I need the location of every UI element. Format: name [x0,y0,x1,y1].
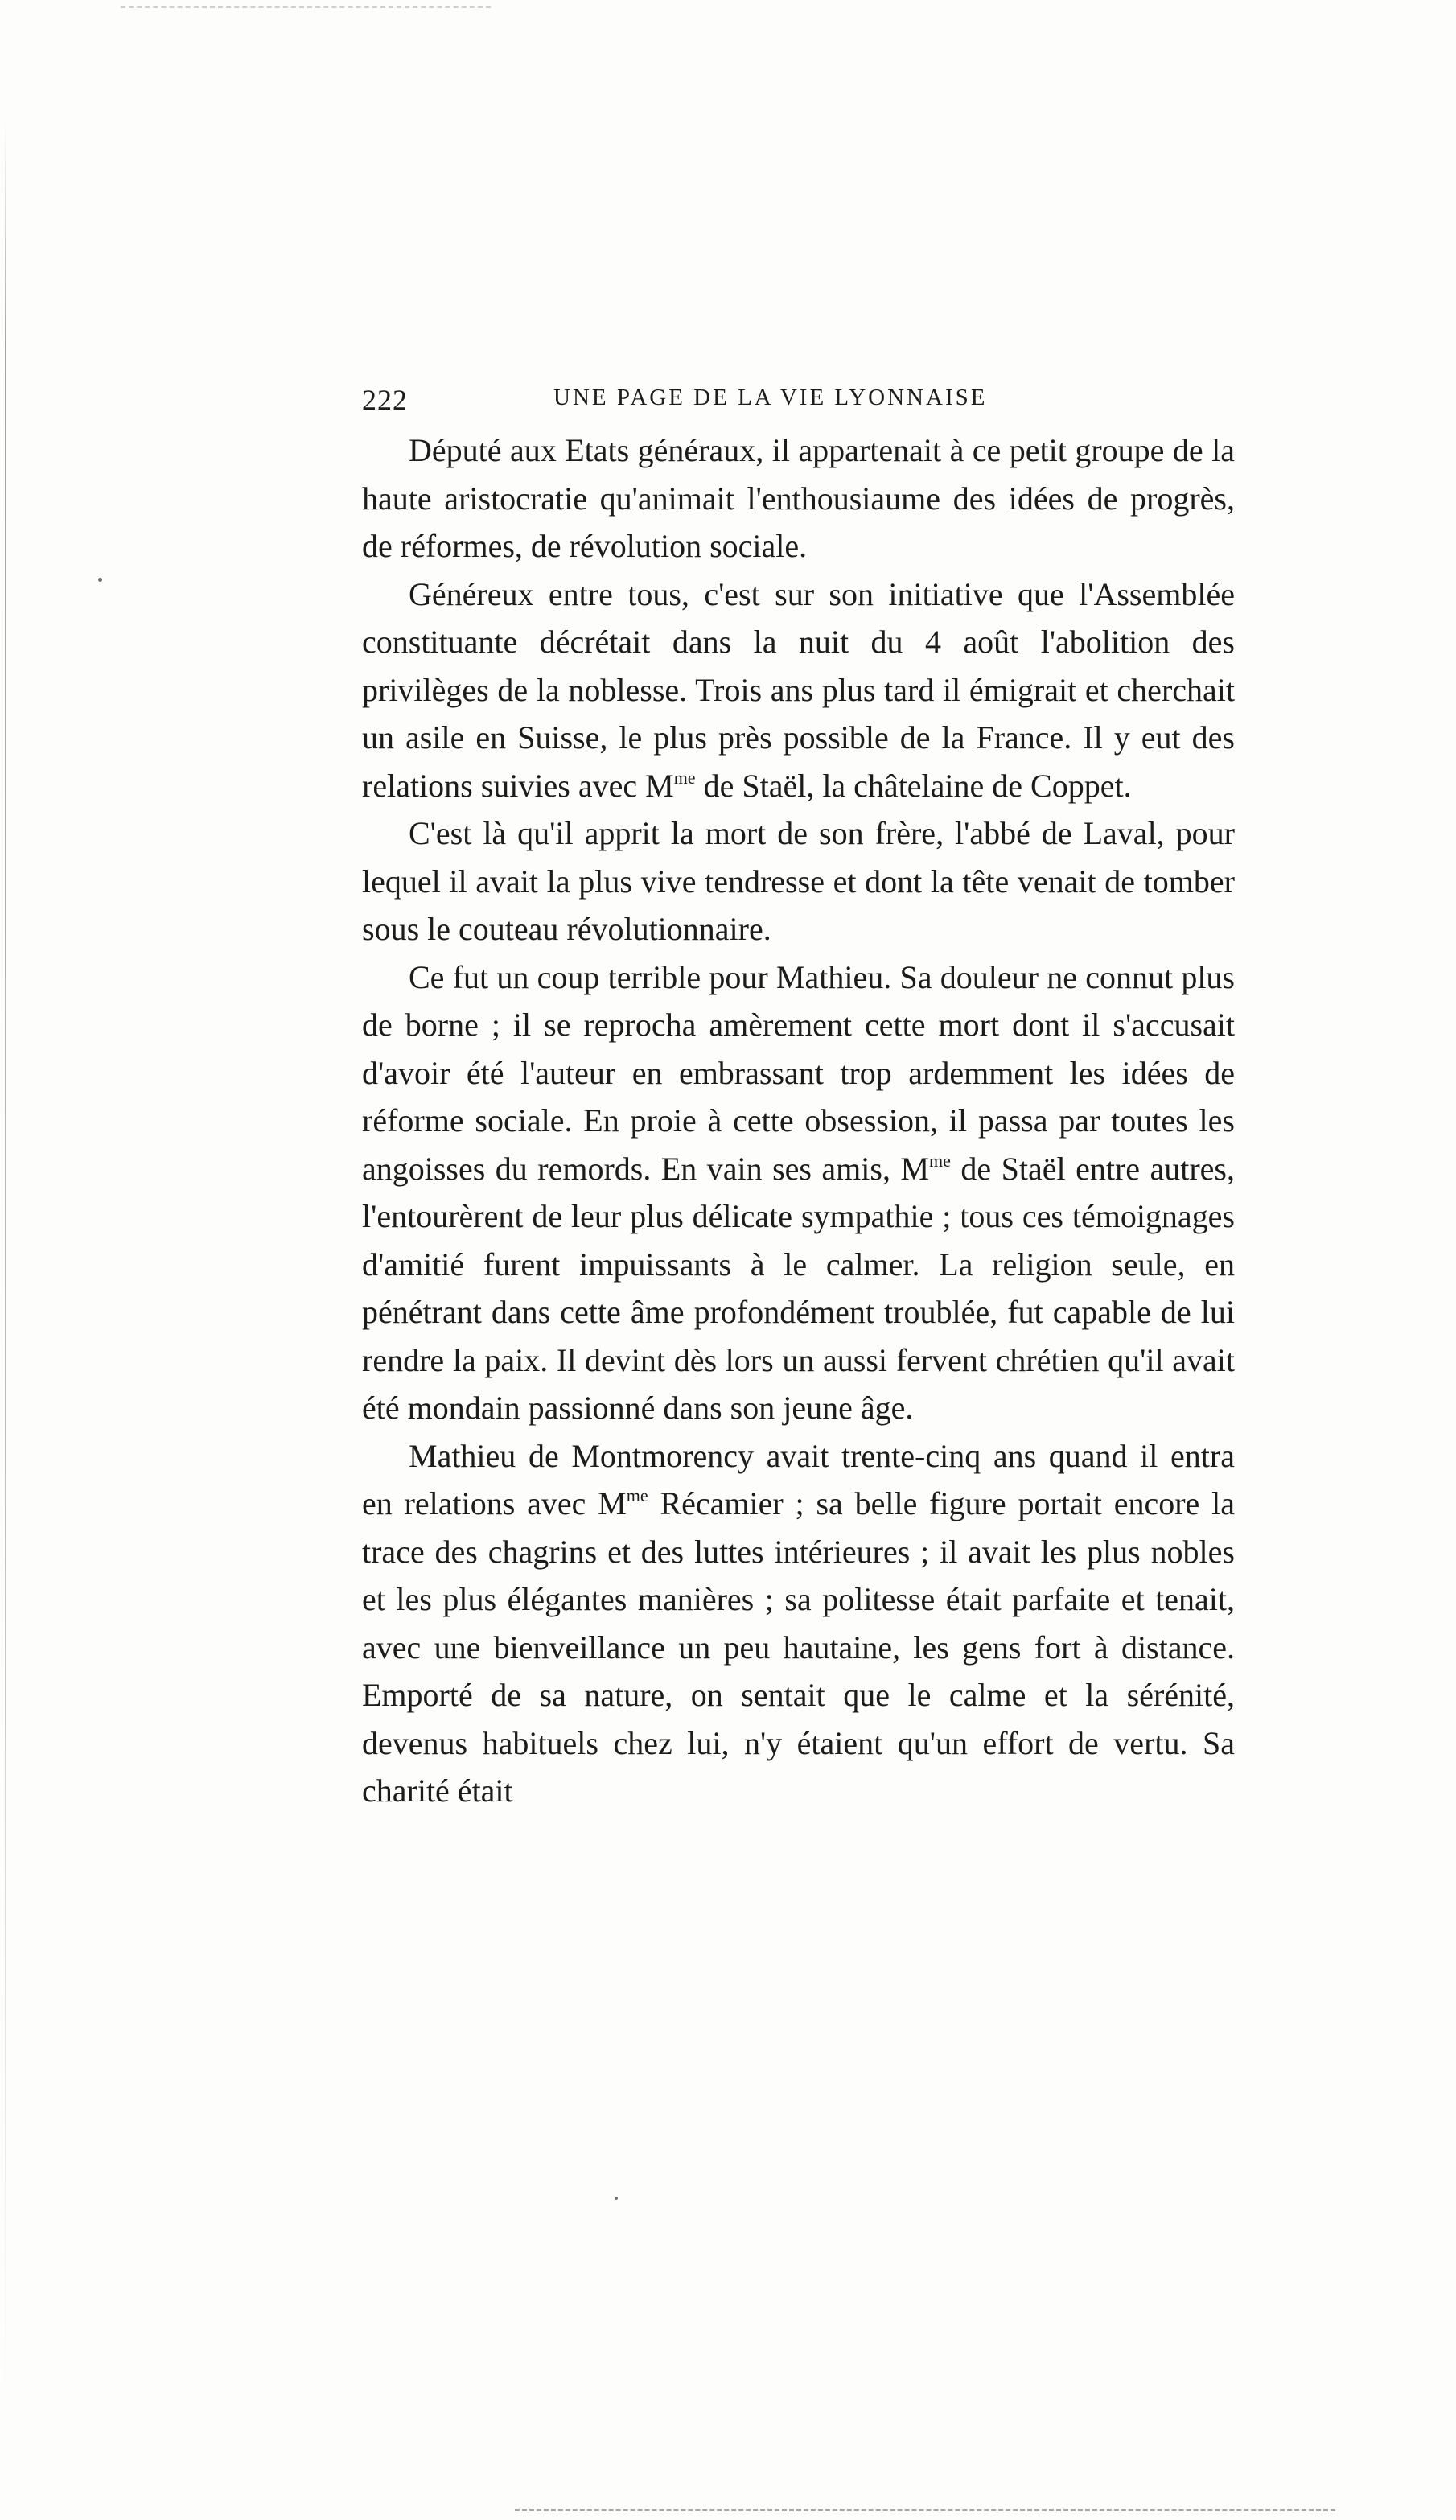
book-page [362,378,1235,1815]
paragraph-2 [362,570,1235,810]
running-title: UNE PAGE DE LA VIE LYONNAISE [553,385,988,410]
paragraph-4 [362,953,1235,1432]
ink-speck [98,578,102,582]
paragraph-5 [362,1432,1235,1815]
paragraph-4-text-b: de Staël entre autres, l'entourèrent de leur plus délicate sympathie ; tous ces témoignages d'amitié furent impuissants à le calmer. La religion seule, en pénétrant dans cette âme profondément troublée, fut capable de lui rendre la paix. Il devint dès lors un aussi fervent chrétien qu'il avait été mondain passionné dans son jeune âge. [362,1150,1236,1426]
paragraph-2-text-b: de Staël, la châtelaine de Coppet. [695,767,1132,804]
honorific-superscript: me [673,767,696,788]
paragraph-1: Député aux Etats généraux, il appartenait à ce petit groupe de la haute aristocratie qu'animait l'enthousiaume des idées de progrès, de réformes, de révolution sociale. [362,432,1235,564]
paragraph-5-text-a: Mathieu de Montmorency avait trente-cinq ans quand il entra en relations avec M [362,1437,1235,1521]
paragraph-4-text-a: Ce fut un coup terrible pour Mathieu. Sa douleur ne connut plus de borne ; il se reprocha amèrement cette mort dont il s'accusait d'avoir été l'auteur en embrassant trop ardemment les idées de réforme sociale. En proie à cette obsession, il passa par toutes les angoisses du remords. En vain ses amis, M [362,958,1235,1187]
paragraph-2-text-a: Généreux entre tous, c'est sur son initiative que l'Assemblée constituante décrétait dans la nuit du 4 août l'abolition des privilèges de la noblesse. Trois ans plus tard il émigrait et cherchait un asile en Suisse, le plus près possible de la France. Il y eut des relations suivies avec M [362,575,1235,804]
page-number: 222 [362,384,408,416]
honorific-superscript: me [929,1150,951,1171]
honorific-superscript: me [626,1485,648,1505]
paragraph-5-text-b: Récamier ; sa belle figure portait encore la trace des chagrins et des luttes intérieures ; il avait les plus nobles et les plus élégantes manières ; sa politesse était parfaite et tenait, avec une bienveillance un peu hautaine, les gens fort à distance. Emporté de sa nature, on sentait que le calme et la sérénité, devenus habituels chez lui, n'y étaient qu'un effort de vertu. Sa charité était [362,1485,1235,1809]
body-text [362,426,1235,1815]
top-scan-artifact [121,6,491,10]
running-head [362,378,1235,423]
bottom-scan-artifact [515,2509,1335,2513]
paragraph-3: C'est là qu'il apprit la mort de son frère, l'abbé de Laval, pour lequel il avait la plus vive tendresse et dont la tête venait de tomber sous le couteau révolutionnaire. [362,815,1235,947]
scan-edge-shadow [5,121,6,2390]
ink-speck [615,2197,618,2200]
